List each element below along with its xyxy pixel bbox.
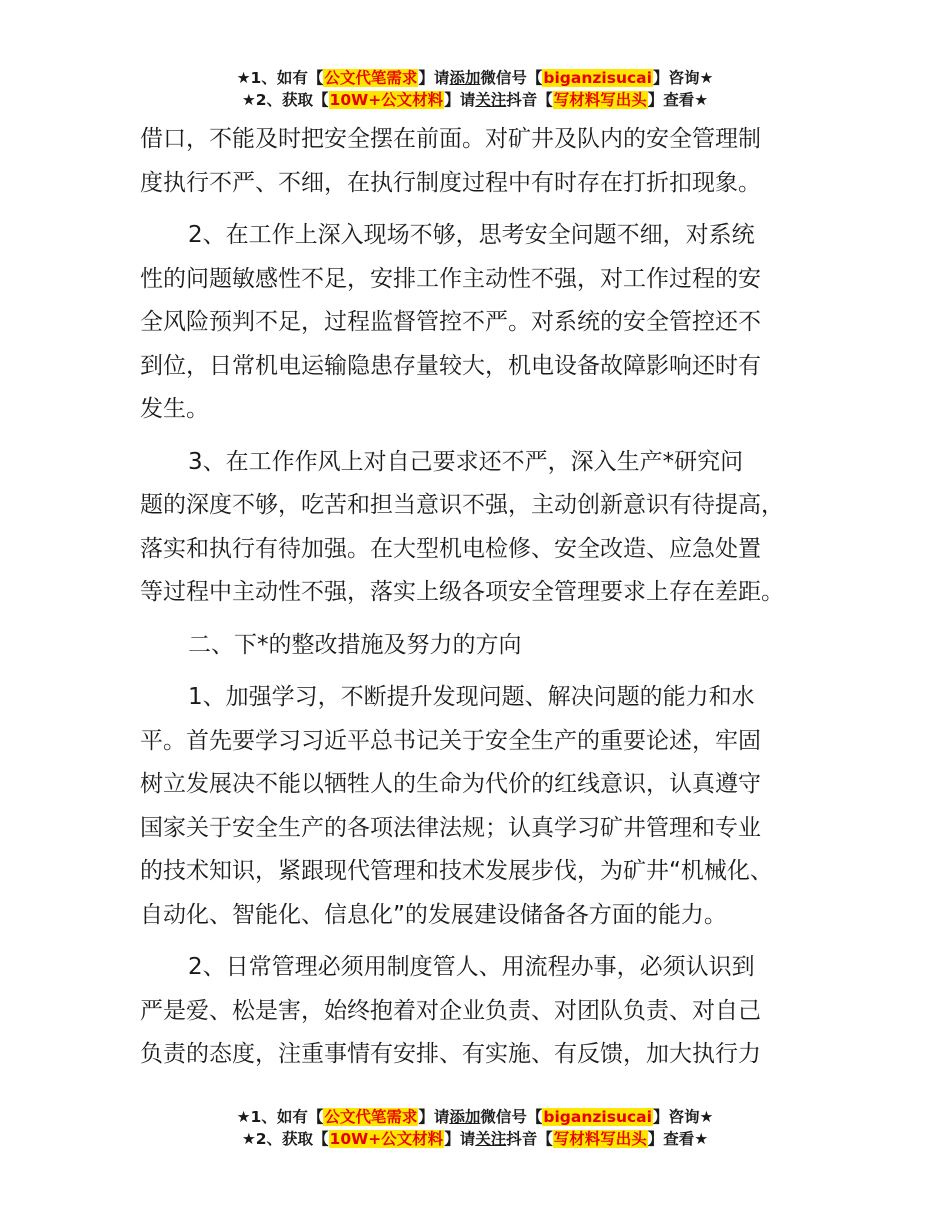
banner-text: 】查看★ bbox=[647, 91, 709, 109]
text-line: 严是爱、松是害，始终抱着对企业负责、对团队负责、对自己 bbox=[140, 997, 761, 1024]
text-line: 落实和执行有待加强。在大型机电检修、安全改造、应急处置 bbox=[140, 535, 761, 562]
banner-text: ★2、获取【 bbox=[241, 91, 329, 109]
text-line: 3、在工作作风上对自己要求还不严，深入生产*研究问 bbox=[188, 448, 744, 475]
paragraph-item-3 bbox=[140, 441, 830, 615]
banner-line-2 bbox=[0, 1128, 950, 1150]
banner-text: 】请 bbox=[444, 91, 476, 109]
banner-line-2 bbox=[0, 89, 950, 111]
douyin-id: 写材料写出头 bbox=[553, 1130, 647, 1148]
text-line: 国家关于安全生产的各项法律法规；认真学习矿井管理和专业 bbox=[140, 814, 761, 841]
text-line: 发生。 bbox=[140, 396, 209, 422]
paragraph-measure-1 bbox=[140, 676, 830, 937]
banner-emphasis: 关注 bbox=[475, 91, 507, 109]
banner-text: 】查看★ bbox=[647, 1130, 709, 1148]
highlight-text: 公文代笔需求 bbox=[324, 1108, 418, 1126]
banner-text: 抖音【 bbox=[506, 91, 553, 109]
promo-banner-top bbox=[0, 67, 950, 111]
highlight-text: 10W+公文材料 bbox=[329, 91, 444, 109]
banner-emphasis: 关注 bbox=[475, 1130, 507, 1148]
heading-text: 二、下*的整改措施及努力的方向 bbox=[188, 631, 522, 658]
text-line: 到位，日常机电运输隐患存量较大，机电设备故障影响还时有 bbox=[140, 352, 761, 379]
paragraph-continuation bbox=[140, 118, 830, 205]
text-line: 树立发展决不能以牺牲人的生命为代价的红线意识，认真遵守 bbox=[140, 771, 761, 797]
text-line: 等过程中主动性不强，落实上级各项安全管理要求上存在差距。 bbox=[140, 579, 784, 605]
banner-text: 】咨询★ bbox=[652, 69, 714, 87]
banner-text: 抖音【 bbox=[506, 1130, 553, 1148]
banner-line-1 bbox=[0, 1106, 950, 1128]
highlight-text: 10W+公文材料 bbox=[329, 1130, 444, 1148]
text-line: 题的深度不够，吃苦和担当意识不强，主动创新意识有待提高， bbox=[140, 492, 784, 518]
paragraph-measure-2 bbox=[140, 946, 830, 1077]
banner-text: 微信号【 bbox=[480, 1108, 543, 1126]
banner-emphasis: 添加 bbox=[449, 1108, 481, 1126]
banner-text: 微信号【 bbox=[480, 69, 543, 87]
section-heading bbox=[140, 624, 830, 668]
banner-emphasis: 添加 bbox=[449, 69, 481, 87]
banner-text: ★1、如有【 bbox=[236, 1108, 324, 1126]
highlight-text: 公文代笔需求 bbox=[324, 69, 418, 87]
text-line: 性的问题敏感性不足，安排工作主动性不强，对工作过程的安 bbox=[140, 265, 761, 292]
banner-text: ★2、获取【 bbox=[241, 1130, 329, 1148]
text-line: 2、在工作上深入现场不够，思考安全问题不细，对系统 bbox=[188, 222, 755, 248]
banner-text: 】请 bbox=[418, 1108, 450, 1126]
text-line: 全风险预判不足，过程监督管控不严。对系统的安全管控还不 bbox=[140, 309, 761, 335]
paragraph-item-2 bbox=[140, 214, 830, 432]
text-line: 的技术知识，紧跟现代管理和技术发展步伐，为矿井“机械化、 bbox=[140, 858, 773, 884]
wechat-id: biganzisucai bbox=[543, 1108, 652, 1126]
text-line: 2、日常管理必须用制度管人、用流程办事，必须认识到 bbox=[188, 954, 755, 980]
text-line: 平。首先要学习习近平总书记关于安全生产的重要论述，牢固 bbox=[140, 727, 761, 754]
text-line: 负责的态度，注重事情有安排、有实施、有反馈，加大执行力 bbox=[140, 1041, 761, 1067]
wechat-id: biganzisucai bbox=[543, 69, 652, 87]
text-line: 借口，不能及时把安全摆在前面。对矿井及队内的安全管理制 bbox=[140, 126, 761, 152]
douyin-id: 写材料写出头 bbox=[553, 91, 647, 109]
text-line: 自动化、智能化、信息化”的发展建设储备各方面的能力。 bbox=[140, 901, 727, 928]
text-line: 度执行不严、不细，在执行制度过程中有时存在打折扣现象。 bbox=[140, 169, 761, 196]
banner-text: 】请 bbox=[444, 1130, 476, 1148]
text-line: 1、加强学习，不断提升发现问题、解决问题的能力和水 bbox=[188, 684, 755, 710]
document-body bbox=[140, 118, 830, 1086]
banner-text: 】咨询★ bbox=[652, 1108, 714, 1126]
banner-text: 】请 bbox=[418, 69, 450, 87]
banner-text: ★1、如有【 bbox=[236, 69, 324, 87]
banner-line-1 bbox=[0, 67, 950, 89]
promo-banner-bottom bbox=[0, 1106, 950, 1150]
